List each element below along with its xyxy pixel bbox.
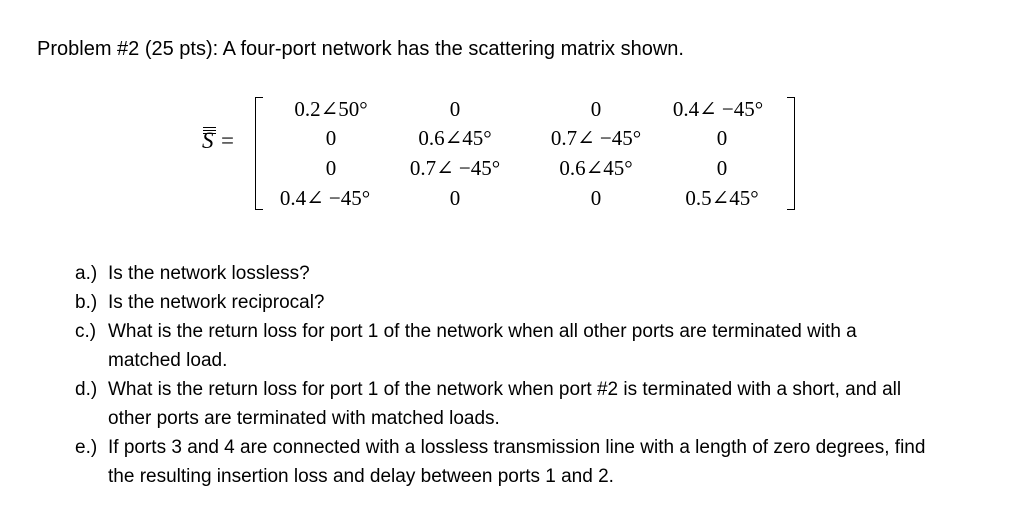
question-text: Is the network reciprocal? — [108, 292, 325, 313]
question-label: e.) — [75, 437, 98, 458]
question-text: Is the network lossless? — [108, 263, 310, 284]
question-label: d.) — [75, 379, 98, 400]
equals-sign: = — [221, 128, 234, 153]
matrix-cell-1-4: 0.4∠ −45° — [672, 97, 764, 121]
matrix-cell-4-4: 0.5∠45° — [685, 186, 759, 210]
question-d — [75, 375, 928, 433]
question-label: c.) — [75, 321, 97, 342]
question-label: b.) — [75, 292, 98, 313]
matrix-cell-2-1: 0 — [325, 126, 337, 150]
matrix-symbol: S — [202, 128, 214, 153]
matrix-symbol-overbar — [203, 127, 216, 134]
question-text: If ports 3 and 4 are connected with a lossless transmission line with a length of zero degrees, find the resulting insertion loss and delay between ports 1 and 2. — [108, 437, 926, 487]
question-list — [75, 259, 928, 491]
matrix-cell-1-3: 0 — [590, 97, 602, 121]
right-bracket — [787, 97, 795, 210]
matrix-cell-2-2: 0.6∠45° — [418, 126, 492, 150]
question-e — [75, 433, 928, 491]
question-label: a.) — [75, 263, 98, 284]
scattering-matrix-equation — [0, 0, 1024, 240]
left-bracket — [255, 97, 263, 210]
problem-title: Problem #2 (25 pts): A four-port network has the scattering matrix shown. — [37, 38, 684, 60]
matrix-cell-1-2: 0 — [449, 97, 461, 121]
matrix-cell-4-1: 0.4∠ −45° — [279, 186, 371, 210]
matrix-cell-2-4: 0 — [716, 126, 728, 150]
matrix-cell-4-2: 0 — [449, 186, 461, 210]
matrix-cell-3-4: 0 — [716, 156, 728, 180]
matrix-cell-1-1: 0.2∠50° — [294, 97, 368, 121]
question-c — [75, 317, 928, 375]
matrix-cell-3-3: 0.6∠45° — [559, 156, 633, 180]
matrix-cell-3-1: 0 — [325, 156, 337, 180]
question-a — [75, 259, 928, 288]
matrix-cell-4-3: 0 — [590, 186, 602, 210]
matrix-cell-2-3: 0.7∠ −45° — [550, 126, 642, 150]
question-b — [75, 288, 928, 317]
matrix-cell-3-2: 0.7∠ −45° — [409, 156, 501, 180]
question-text: What is the return loss for port 1 of the network when all other ports are terminated with a matched load. — [108, 321, 857, 371]
question-text: What is the return loss for port 1 of the network when port #2 is terminated with a short, and all other ports are terminated with matched loads. — [108, 379, 902, 429]
